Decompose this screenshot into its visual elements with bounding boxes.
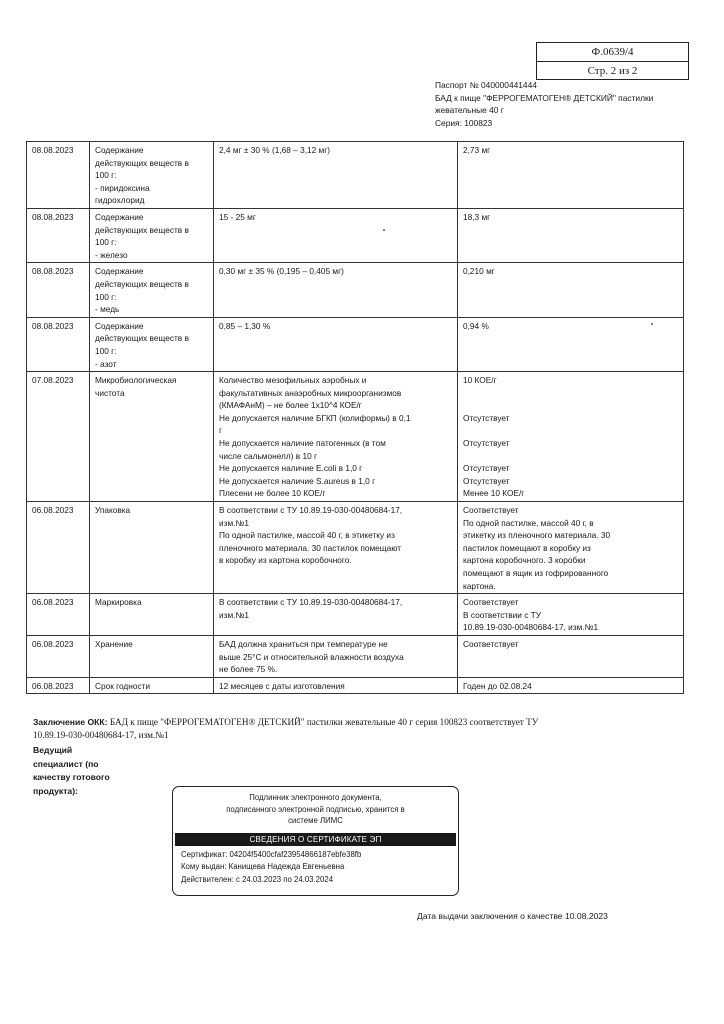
result-cell xyxy=(458,502,684,594)
norm-line: 2,4 мг ± 30 % (1,68 – 3,12 мг) xyxy=(219,145,331,155)
stamp-valid: Действителен: с 24.03.2023 по 24.03.2024 xyxy=(181,874,334,884)
norm-line: Не допускается наличие БГКП (колиформы) в 0,1 xyxy=(219,412,411,423)
result-line: Годен до 02.08.24 xyxy=(463,680,532,691)
name-line: гидрохлорид xyxy=(95,195,145,206)
norm-line: Количество мезофильных аэробных и xyxy=(219,375,367,386)
date-cell: 06.08.2023 xyxy=(27,594,90,636)
name-line: 100 г: xyxy=(95,170,117,181)
norm-cell xyxy=(214,635,458,677)
result-cell xyxy=(458,635,684,677)
result-line: Отсутствует xyxy=(463,438,510,449)
stamp-line3: системе ЛИМС xyxy=(288,816,343,825)
norm-cell xyxy=(214,263,458,317)
norm-line: 15 - 25 мг xyxy=(219,211,256,222)
norm-line: не более 75 %. xyxy=(219,664,278,675)
table-row xyxy=(27,594,684,636)
name-line: действующих веществ в xyxy=(95,278,189,289)
name-cell xyxy=(90,635,214,677)
name-line: Содержание xyxy=(95,211,144,222)
result-cell xyxy=(458,142,684,209)
name-line: Содержание xyxy=(95,145,144,155)
result-line: 18,3 мг xyxy=(463,211,491,222)
result-line: Соответствует xyxy=(463,638,519,649)
result-line: Менее 10 КОЕ/г xyxy=(463,488,525,499)
norm-line: БАД должна храниться при температуре не xyxy=(219,638,388,649)
result-line: Отсутствует xyxy=(463,412,510,423)
name-line: Содержание xyxy=(95,266,144,277)
result-line xyxy=(463,387,680,400)
name-line: действующих веществ в xyxy=(95,224,189,235)
result-line: Соответствует xyxy=(463,505,519,516)
norm-cell xyxy=(214,677,458,694)
product-name-line2: жевательные 40 г xyxy=(435,105,504,115)
table-row xyxy=(27,317,684,371)
form-code-box xyxy=(536,42,689,80)
result-line: 2,73 мг xyxy=(463,145,491,155)
date-cell: 08.08.2023 xyxy=(27,208,90,262)
result-cell xyxy=(458,317,684,371)
norm-line: 0,85 – 1,30 % xyxy=(219,320,271,331)
norm-line: По одной пастилке, массой 40 г, в этикетку из xyxy=(219,530,395,541)
name-line: Срок годности xyxy=(95,680,151,691)
conclusion xyxy=(33,716,613,742)
norm-line: Плесени не более 10 КОЕ/г xyxy=(219,488,326,499)
name-line: - медь xyxy=(95,304,120,315)
result-cell xyxy=(458,594,684,636)
table-row xyxy=(27,502,684,594)
name-line: Хранение xyxy=(95,638,133,649)
norm-line: изм.№1 xyxy=(219,517,249,528)
result-line xyxy=(463,450,680,463)
result-cell xyxy=(458,263,684,317)
result-cell xyxy=(458,208,684,262)
name-line: Микробиологическая xyxy=(95,375,177,386)
electronic-signature-stamp xyxy=(172,786,459,896)
name-cell xyxy=(90,317,214,371)
conclusion-text-line2: 10.89.19-030-00480684-17, изм.№1 xyxy=(33,730,169,740)
date-cell: 08.08.2023 xyxy=(27,142,90,209)
name-line: Маркировка xyxy=(95,597,142,608)
result-line: пастилок помещают в коробку из xyxy=(463,542,591,553)
table-row xyxy=(27,208,684,262)
page-number: Стр. 2 из 2 xyxy=(587,65,638,77)
result-line: 0,94 % xyxy=(463,320,489,331)
name-line: 100 г: xyxy=(95,237,117,248)
norm-cell xyxy=(214,317,458,371)
name-cell xyxy=(90,263,214,317)
name-cell xyxy=(90,594,214,636)
norm-line: (КМАФАнМ) – не более 1х10^4 КОЕ/г xyxy=(219,400,362,411)
norm-line: выше 25°С и относительной влажности воздуха xyxy=(219,651,404,662)
norm-line: пленочного материала. 30 пастилок помещают xyxy=(219,542,402,553)
name-cell xyxy=(90,502,214,594)
norm-line: Не допускается наличие патогенных (в том xyxy=(219,438,386,449)
name-line: 100 г: xyxy=(95,291,117,302)
passport-block xyxy=(435,79,653,129)
norm-line: 12 месяцев с даты изготовления xyxy=(219,680,345,691)
specialist-label: Ведущий специалист (по качеству готового продукта): xyxy=(33,745,110,796)
date-cell: 08.08.2023 xyxy=(27,263,90,317)
stamp-issued-to: Кому выдан: Канищева Надежда Евгеньевна xyxy=(181,862,345,871)
norm-cell xyxy=(214,372,458,502)
name-line: 100 г: xyxy=(95,345,117,356)
norm-line: изм.№1 xyxy=(219,609,249,620)
issue-date: Дата выдачи заключения о качестве 10.08.2023 xyxy=(417,911,608,921)
norm-line: числе сальмонелл) в 10 г xyxy=(219,450,318,461)
series: Серия: 100823 xyxy=(435,117,493,128)
stamp-certificate: Сертификат: 04204f5400cfaf23954866187ebfe38fb xyxy=(181,849,362,859)
table-row xyxy=(27,372,684,502)
result-line: помещают в ящик из гофрированного xyxy=(463,568,609,578)
name-line: действующих веществ в xyxy=(95,157,189,168)
result-line: картона коробочного. 3 коробки xyxy=(463,555,586,566)
norm-line: В соответствии с ТУ 10.89.19-030-00480684-17, xyxy=(219,597,403,608)
result-cell xyxy=(458,372,684,502)
norm-line: В соответствии с ТУ 10.89.19-030-00480684-17, xyxy=(219,505,403,516)
norm-cell xyxy=(214,208,458,262)
result-line: этикетку из пленочного материала. 30 xyxy=(463,530,611,541)
result-line: 10 КОЕ/г xyxy=(463,375,497,386)
quality-table xyxy=(26,141,684,694)
norm-line: г xyxy=(219,425,223,436)
result-line: По одной пастилке, массой 40 г, в xyxy=(463,517,594,528)
name-line: - железо xyxy=(95,249,128,260)
stamp-band: СВЕДЕНИЯ О СЕРТИФИКАТЕ ЭП xyxy=(175,833,456,846)
date-cell: 06.08.2023 xyxy=(27,502,90,594)
stamp-line1: Подлинник электронного документа, xyxy=(249,793,382,802)
scan-speck xyxy=(651,323,653,325)
result-line xyxy=(463,399,680,412)
norm-line: факультативных анаэробных микроорганизмов xyxy=(219,387,402,398)
name-cell xyxy=(90,142,214,209)
norm-line: 0,30 мг ± 35 % (0,195 – 0,405 мг) xyxy=(219,266,344,277)
result-line: картона. xyxy=(463,580,496,591)
result-line: Отсутствует xyxy=(463,463,510,474)
name-cell xyxy=(90,372,214,502)
result-cell xyxy=(458,677,684,694)
table-row xyxy=(27,677,684,694)
table-row xyxy=(27,142,684,209)
form-code: Ф.0639/4 xyxy=(537,43,688,62)
result-line xyxy=(463,424,680,437)
norm-cell xyxy=(214,594,458,636)
result-line: Отсутствует xyxy=(463,475,510,486)
product-name-line1: БАД к пище "ФЕРРОГЕМАТОГЕН® ДЕТСКИЙ" пастилки xyxy=(435,92,654,103)
name-line: действующих веществ в xyxy=(95,333,189,344)
name-cell xyxy=(90,208,214,262)
result-line: Соответствует xyxy=(463,597,519,608)
scan-speck xyxy=(383,229,385,231)
passport-number: Паспорт № 040000441444 xyxy=(435,80,537,90)
result-line: 0,210 мг xyxy=(463,266,495,277)
conclusion-label: Заключение ОКК: xyxy=(33,717,108,727)
norm-line: Не допускается наличие E.coli в 1,0 г xyxy=(219,463,363,474)
name-line: Содержание xyxy=(95,320,144,331)
name-line: чистота xyxy=(95,387,125,398)
name-line: - пиридоксина xyxy=(95,182,150,193)
date-cell: 06.08.2023 xyxy=(27,677,90,694)
date-cell: 07.08.2023 xyxy=(27,372,90,502)
norm-line: в коробку из картона коробочного. xyxy=(219,555,352,566)
norm-cell xyxy=(214,142,458,209)
norm-line: Не допускается наличие S.aureus в 1,0 г xyxy=(219,475,376,486)
stamp-line2: подписанного электронной подписью, хранится в xyxy=(226,804,405,814)
date-cell: 08.08.2023 xyxy=(27,317,90,371)
name-cell xyxy=(90,677,214,694)
name-line: - азот xyxy=(95,358,117,369)
conclusion-text: БАД к пище "ФЕРРОГЕМАТОГЕН® ДЕТСКИЙ" пастилки жевательные 40 г серия 100823 соответствует ТУ xyxy=(109,717,539,727)
result-line: В соответствии с ТУ xyxy=(463,609,542,620)
table-row xyxy=(27,263,684,317)
name-line: Упаковка xyxy=(95,505,131,516)
norm-cell xyxy=(214,502,458,594)
result-line: 10.89.19-030-00480684-17, изм.№1 xyxy=(463,622,599,633)
table-row xyxy=(27,635,684,677)
date-cell: 06.08.2023 xyxy=(27,635,90,677)
